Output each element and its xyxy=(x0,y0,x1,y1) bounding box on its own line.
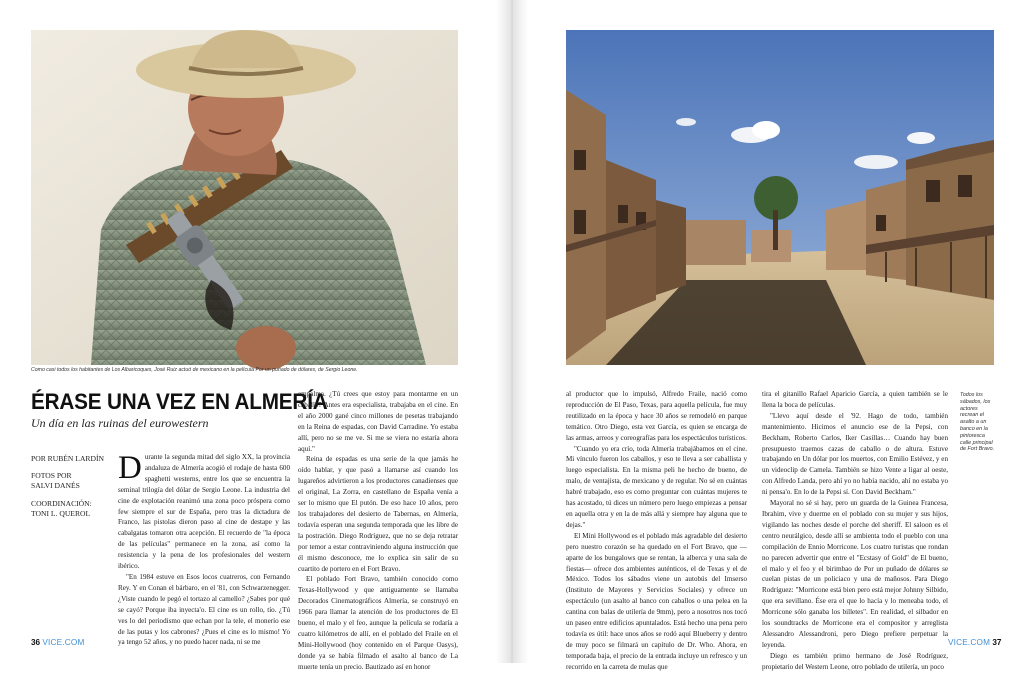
coordination-name: TONI L. QUEROL xyxy=(31,508,91,518)
side-caption: Todos los sábados, los actores recrean el asalto a un banco en la pintoresca calle principal de Fort Bravo. xyxy=(960,392,995,453)
photos-name: SALVI DANÉS xyxy=(31,481,80,491)
paragraph: empalma. ¿Tú crees que estoy para montarme en un caballo? Antes era especialista, trabajaba en el cine. En el año 2000 gané cinco millones de pesetas trabajando en la Reina de espadas, con David Carradine. Yo estaba allí, pero no se me ve. Si me se viera no estaría ahora aquí." xyxy=(298,390,458,453)
paragraph: El Mini Hollywood es el poblado más agradable del desierto pero nuestro corazón se ha quedado en el Fort Bravo, que —aparte de los bungalows que se rentan, la alberca y una sala de fiestas— ofrece dos ambientes auténticos, el de Texas y el de México. Todos los sábados viene un autobús del Imserso (Instituto de Mayores y Servicios Sociales) y ofrece un espectáculo (un asalto al banco con caballos o una pelea en la cantina con balas de utilería de 9mm), pero a nosotros nos tocó un paseo entre edificios apuntalados. Está hecho una pena pero todavía es útil: hace unos años se rodó aquí Blueberry y dentro de muy poco se filmará un capítulo de Dr. Who. Ahora, en temporada baja, el precio de la entrada incluye un refresco y un recorrido en la carreta de mulas que xyxy=(566,531,747,671)
body-column-1 xyxy=(118,450,290,647)
coordination-label: COORDINACIÓN: xyxy=(31,498,92,508)
article-headline: ÉRASE UNA VEZ EN ALMERÍA xyxy=(31,389,328,414)
byline: POR RUBÉN LARDÍN xyxy=(31,454,104,463)
page-folio-right xyxy=(948,638,1001,647)
left-page xyxy=(0,0,511,671)
paragraph: tira el gitanillo Rafael Aparicio García, a quien también se le llena la boca de películas. xyxy=(762,390,948,409)
paragraph: "En 1984 estuve en Esos locos cuatreros, con Fernando Rey. Y en Conan el bárbaro, en el '81, con Schwarzenegger. ¿Viste cuando le pegó el tortazo al camello? ¿Sabes por qué se cayó? Porque iba inyecta'o. El cine es un rollo, tío. ¿Tú ves lo del periodismo que echan por la tele, el monerío ese de las putas y los cabrones? ¿Pues el cine es lo mismo! Yo ya tengo 52 años, y no puedo hacer nada, ni se me xyxy=(118,572,290,647)
page-folio-left xyxy=(31,638,84,647)
page-number: 36 xyxy=(31,638,41,647)
western-town-image xyxy=(566,30,994,365)
paragraph: al productor que lo impulsó, Alfredo Fraile, nació como reproducción de El Paso, Texas, para aquella película, fue muy reutilizado en la época y hace 30 años se remodeló en parque temático. Otro Diego, esta vez García, es quien se encarga de las armas, arreos y coreografías para los espectáculos turísticos. xyxy=(566,390,747,442)
page-number: 37 xyxy=(992,638,1002,647)
body-column-2 xyxy=(298,389,458,671)
paragraph: "Cuando yo era crío, toda Almería trabajábamos en el cine. Mi vínculo fueron los caballos, y eso te lleva a ser caballista y luego especialista. En la misma peli he hecho de bueno, de malo, de ventajista, de mexicano y de regular. No sé en cuántas habré trabajado, eso es como preguntar con cuántas mujeres te has acostado, tú dices un número pero luego empiezas a pensar en aquella otra y en la de más allá y siempre hay alguna que te dejas." xyxy=(566,444,747,529)
body-column-3 xyxy=(566,389,747,671)
portrait-photo-image xyxy=(31,30,458,365)
paragraph: Mayoral no sé si hay, pero un guarda de la Guinea Francesa, Ibrahim, vive y duerme en el poblado con su mujer y sus hijos, vigilando las noches desde el porche del sheriff. El saloon es el centro neurálgico, desde allí se ambienta todo el pueblo con una compilación de Ennio Morricone. Los cuatro turistas que rondan no parecen advertir que entre el "Ecstasy of Gold" de El bueno, el malo y el feo y el birimbao de Por un puñado de dólares se cuelan pistas de un policiaco y una de mañosos. Para Diego Rodríguez: "Morricone está bien pero está mejor Johnny Silbido, que era sevillano. Ése era el que lo hacía y lo meneaba todo, el Morricone sólo ganaba los billetes". En realidad, el silbador en los soundtracks de Morricone era el compositor y arreglista Alessandro Alessandroni, pero Diego prefiere perpetuar la leyenda. xyxy=(762,499,948,649)
drop-cap: D xyxy=(118,450,142,486)
portrait-photo xyxy=(31,30,458,365)
paragraph: Durante la segunda mitad del siglo XX, la provincia andaluza de Almería acogió el rodaje de hasta 600 spaghetti westerns, entre los que se encuentra la seminal trilogía del dólar de Sergio Leone. La industria del cine de explotación reanimó una zona poco próspera como few siempre el sur de España, pero tras la dictadura de Franco, las pistolas dieron paso al cine de destape y las cabalgatas tomaron otra acepción. El recuerdo de "la época de las películas" permanece en la zona, así como la resistencia y la pena de los profesionales del western ibérico. xyxy=(118,450,290,571)
photos-label: FOTOS POR xyxy=(31,471,72,481)
paragraph: El poblado Fort Bravo, también conocido como Texas-Hollywood y que antiguamente se llamaba Decorados Cinematográficos Almería, se construyó en 1966 para llamar la atención de los productores de El bueno, el malo y el feo, aunque la película se rodaría a cuatro kilómetros de allí, en el poblado del Fraile en el Mini-Hollywood (hoy contenido en el Parque Oasys), donde ya se había filmado el asalto al banco de La muerte tenía un precio. Bautizado así en honor xyxy=(298,575,458,671)
paragraph: "Llevo aquí desde el '92. Hago de todo, también mantenimiento. Hicimos el anuncio ese de la Pepsi, con Beckham, Roberto Carlos, Iker Casillas… Cuando hay buen presupuesto traemos cazas de caballo o de altura. Estuve trabajando en Un dólar por los muertos, con Emilio Estévez, y en un videoclip de Camela. También se hizo Vente a ligar al oeste, con Alfredo Landa, pero ahí yo no había nacido, ahí no estaba yo ni pensa'o. En lo de la Pepsi sí. Con David Beckham." xyxy=(762,411,948,497)
paragraph: Reina de espadas es una serie de la que jamás he oído hablar, y que pasó a llamarse así cuando los lugareños advirtieron a los productores canadienses que el original, La Zorra, en castellano de España venía a ser lo mismo que El putón. De eso hace 10 años, pero los trabajadores del desierto de Tabernas, en Almería, todavía esperan una segunda temporada que les libre de la postración. Diego Rodríguez, que no se deja retratar por temor a estar contraviniendo alguna instrucción que él mismo desconoce, me lo explica sin salir de su cuartito de portero en el Fort Bravo. xyxy=(298,455,458,573)
western-town-photo xyxy=(566,30,994,365)
site-link[interactable]: VICE.COM xyxy=(948,638,991,647)
paragraph: Diego es también primo hermano de José Rodríguez, propietario del Western Leone, otro poblado de utilería, un poco xyxy=(762,651,948,671)
article-subhead: Un día en las ruinas del eurowestern xyxy=(31,416,209,430)
photo-caption: Como casi todos los habitantes de Los Albaricoques, José Ruiz actuó de mexicano en la película Por un puñado de dólares, de Sergio Leone. xyxy=(31,367,358,373)
body-column-4 xyxy=(762,389,948,671)
site-link[interactable]: VICE.COM xyxy=(42,638,85,647)
right-page xyxy=(511,0,1023,671)
article-credits xyxy=(31,454,111,519)
